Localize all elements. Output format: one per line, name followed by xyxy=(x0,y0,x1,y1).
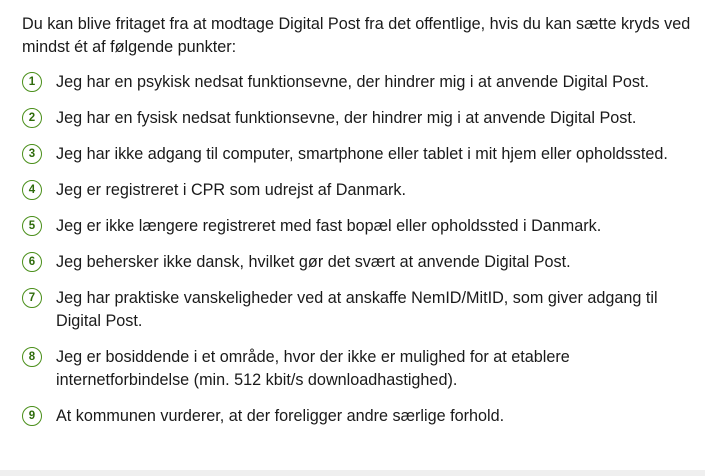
list-item-text: Jeg har ikke adgang til computer, smartphone eller tablet i mit hjem eller opholdssted. xyxy=(56,145,668,163)
number-badge: 5 xyxy=(22,216,42,236)
list-item xyxy=(22,71,692,94)
list-item-text: Jeg har praktiske vanskeligheder ved at anskaffe NemID/MitID, som giver adgang til Digital Post. xyxy=(56,289,658,330)
list-item xyxy=(22,179,692,202)
intro-text: Du kan blive fritaget fra at modtage Digital Post fra det offentlige, hvis du kan sætte kryds ved mindst ét af følgende punkter: xyxy=(22,15,691,56)
number-badge: 2 xyxy=(22,108,42,128)
bottom-divider xyxy=(0,470,705,476)
number-badge: 7 xyxy=(22,288,42,308)
exemption-content xyxy=(22,13,692,441)
list-item xyxy=(22,346,692,392)
list-item-text: Jeg behersker ikke dansk, hvilket gør det svært at anvende Digital Post. xyxy=(56,253,571,271)
list-item xyxy=(22,405,692,428)
list-item-text: Jeg er ikke længere registreret med fast bopæl eller opholdssted i Danmark. xyxy=(56,217,602,235)
list-item xyxy=(22,143,692,166)
list-item xyxy=(22,287,692,333)
list-item-text: Jeg har en psykisk nedsat funktionsevne, der hindrer mig i at anvende Digital Post. xyxy=(56,73,649,91)
list-item xyxy=(22,251,692,274)
list-item-text: Jeg er bosiddende i et område, hvor der ikke er mulighed for at etablere internetforbindelse (min. 512 kbit/s downloadhastighed). xyxy=(56,348,570,389)
exemption-list xyxy=(22,71,692,428)
list-item xyxy=(22,107,692,130)
number-badge: 3 xyxy=(22,144,42,164)
list-item-text: Jeg er registreret i CPR som udrejst af Danmark. xyxy=(56,181,406,199)
list-item-text: At kommunen vurderer, at der foreligger andre særlige forhold. xyxy=(56,407,505,425)
number-badge: 6 xyxy=(22,252,42,272)
number-badge: 4 xyxy=(22,180,42,200)
number-badge: 1 xyxy=(22,72,42,92)
number-badge: 8 xyxy=(22,347,42,367)
number-badge: 9 xyxy=(22,406,42,426)
list-item xyxy=(22,215,692,238)
list-item-text: Jeg har en fysisk nedsat funktionsevne, der hindrer mig i at anvende Digital Post. xyxy=(56,109,637,127)
